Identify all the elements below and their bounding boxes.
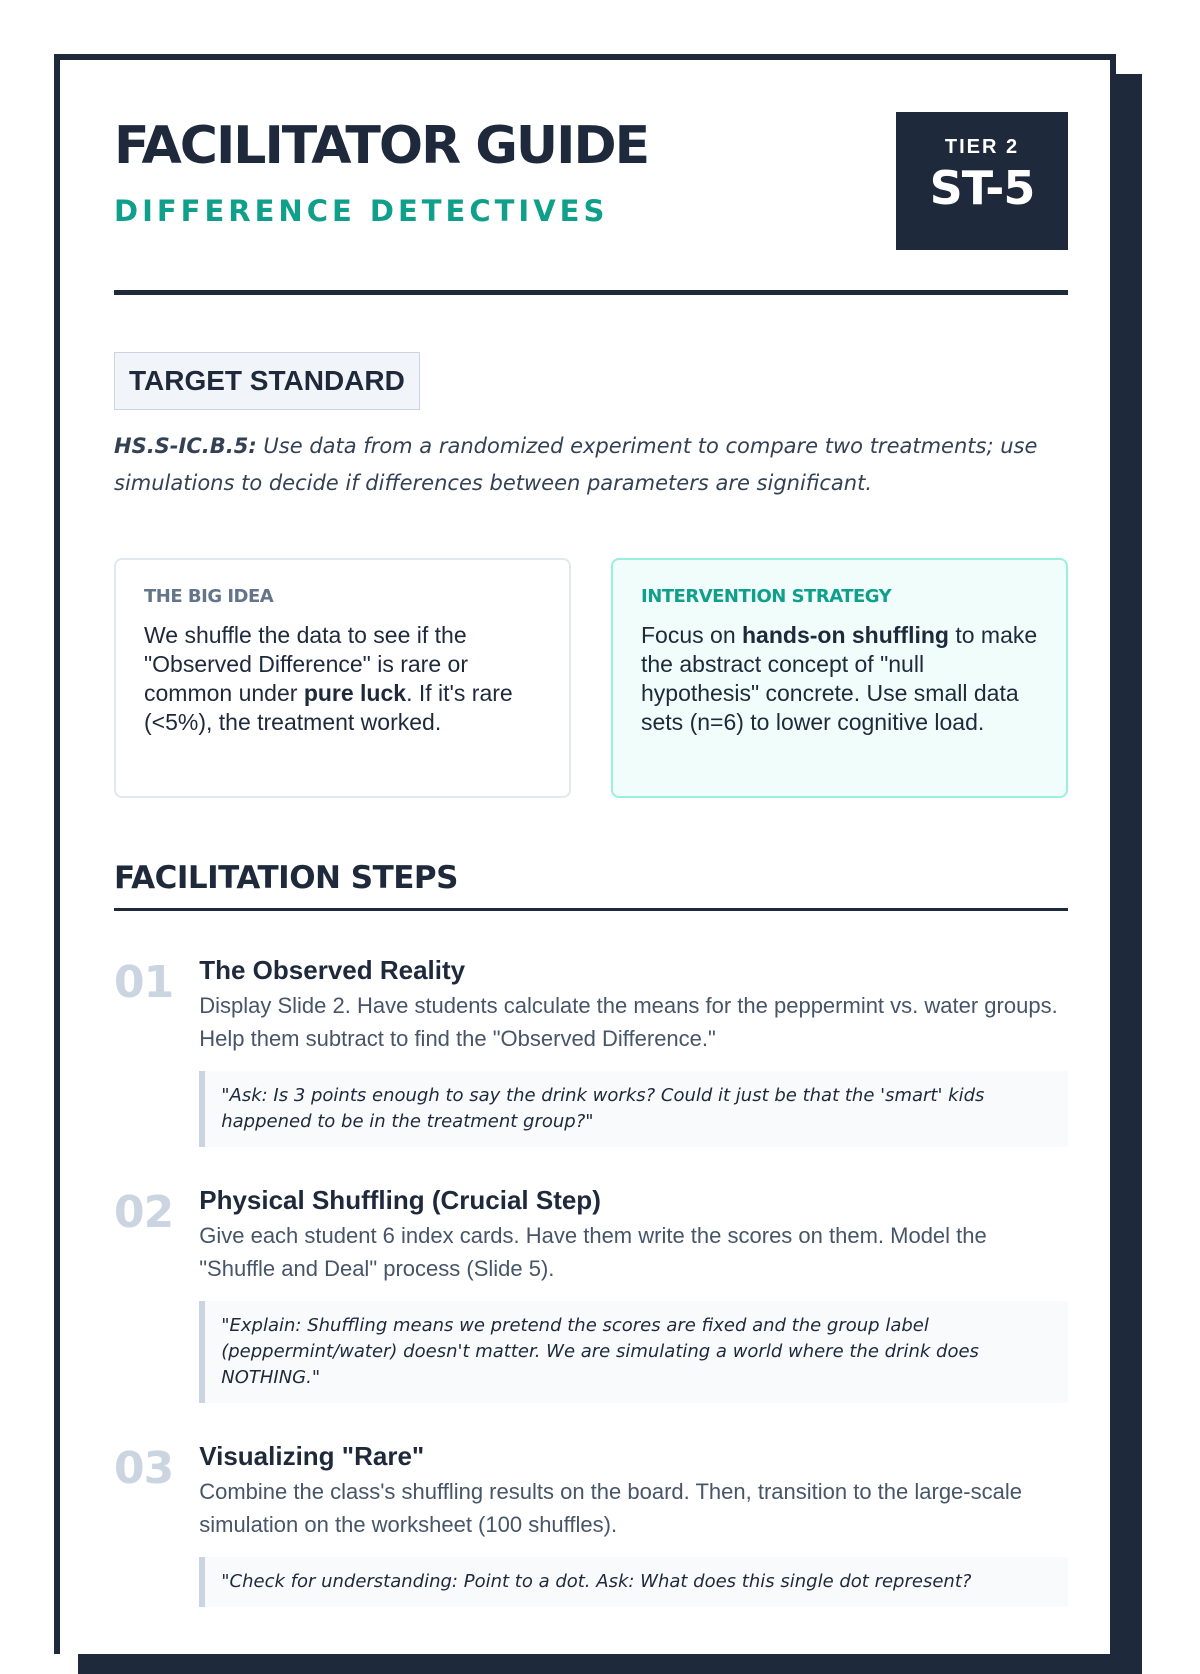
page-content [114, 60, 1068, 1643]
step-number: 02 [114, 1187, 174, 1238]
step-description: Give each student 6 index cards. Have them write the scores on them. Model the "Shuffle and Deal" process (Slide 5). [199, 1223, 987, 1281]
step-quote: "Check for understanding: Point to a dot. Ask: What does this single dot represent? [199, 1557, 1068, 1607]
step-body [199, 1183, 1068, 1403]
step-number: 01 [114, 957, 174, 1008]
step-title: Physical Shuffling (Crucial Step) [199, 1185, 601, 1215]
big-idea-text [144, 621, 541, 737]
big-idea-text-part: We shuffle the data to see if the "Observed Difference" is rare or common under [144, 622, 468, 706]
step-title: The Observed Reality [199, 955, 466, 985]
big-idea-text-part: . If it's rare (<5%), the treatment worked. [144, 680, 513, 735]
section-title: FACILITATION STEPS [114, 860, 1068, 911]
step-item [114, 953, 1068, 1147]
steps-list [114, 953, 1068, 1607]
big-idea-label: THE BIG IDEA [144, 586, 274, 607]
target-standard-label: TARGET STANDARD [114, 352, 420, 410]
step-body [199, 953, 1068, 1147]
step-title: Visualizing "Rare" [199, 1441, 425, 1471]
header [114, 60, 1068, 300]
page-title: FACILITATOR GUIDE [114, 116, 649, 176]
strategy-label: INTERVENTION STRATEGY [641, 586, 892, 607]
step-description: Combine the class's shuffling results on the board. Then, transition to the large-scale simulation on the worksheet (100 shuffles). [199, 1479, 1022, 1537]
guide-page [54, 54, 1116, 1654]
standard-text: Use data from a randomized experiment to compare two treatments; use simulations to decide if differences between parameters are significant. [114, 434, 1038, 495]
header-divider [114, 290, 1068, 295]
standard-code: HS.S-IC.B.5: [114, 434, 257, 458]
strategy-text-part: to make the abstract concept of "null hypothesis" concrete. Use small data sets (n=6) to lower cognitive load. [641, 622, 1038, 735]
strategy-text [641, 621, 1038, 737]
tier-badge [896, 112, 1068, 250]
big-idea-card [114, 558, 571, 798]
step-description: Display Slide 2. Have students calculate the means for the peppermint vs. water groups. Help them subtract to find the "Observed Difference." [199, 993, 1058, 1051]
step-quote: "Ask: Is 3 points enough to say the drink works? Could it just be that the 'smart' kids happened to be in the treatment group?" [199, 1071, 1068, 1147]
tier-code: ST-5 [929, 161, 1035, 215]
step-number: 03 [114, 1443, 174, 1494]
tier-label: TIER 2 [944, 136, 1020, 158]
standard-statement [114, 428, 1068, 502]
step-item [114, 1439, 1068, 1607]
strategy-text-part: Focus on [641, 622, 742, 648]
big-idea-emphasis: pure luck [303, 680, 407, 706]
step-quote: "Explain: Shuffling means we pretend the scores are fixed and the group label (peppermint/water) doesn't matter. We are simulating a world where the drink does NOTHING." [199, 1301, 1068, 1403]
step-item [114, 1183, 1068, 1403]
intervention-strategy-card [611, 558, 1068, 798]
info-cards [114, 558, 1068, 798]
step-body [199, 1439, 1068, 1607]
strategy-emphasis: hands-on shuffling [742, 622, 949, 648]
page-subtitle: DIFFERENCE DETECTIVES [114, 194, 609, 228]
